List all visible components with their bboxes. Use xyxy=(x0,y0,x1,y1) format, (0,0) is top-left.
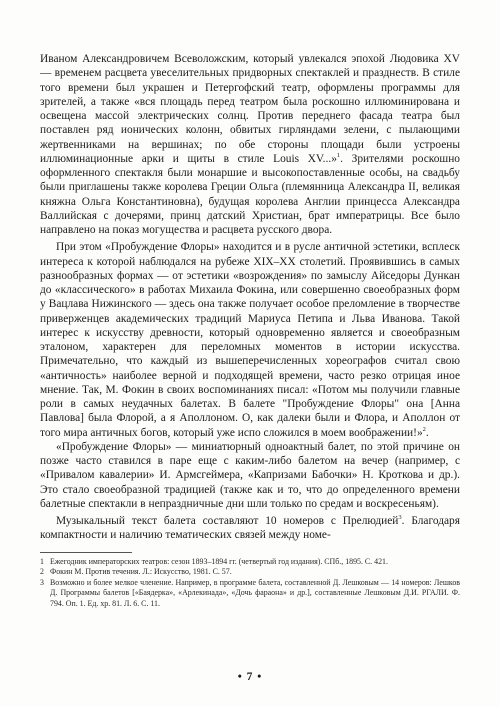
footnote-number: 2 xyxy=(40,567,44,577)
footnote-number: 3 xyxy=(40,577,44,587)
paragraph-4-text: Музыкальный текст балета составляют 10 номеров с Прелюдией xyxy=(56,515,399,527)
paragraph-2-tail: . xyxy=(425,426,429,439)
footnote-text: Ежегодник императорских театров: сезон 1893–1894 гг. (четвертый год издания). СПб., 1895. С. 421. xyxy=(50,556,388,566)
paragraph-4 xyxy=(40,514,460,543)
paragraph-3-text: «Пробуждение Флоры» — миниатюрный одноактный балет, по этой причине он позже часто ставился в паре еще с каким-либо балетом на вечер (например, с «Привалом кавалерии» И. Армсгеймера, «Капризами Бабочки» Н. Кроткова и др.). Это стало своеобразной традицией (также как и то, что до определенного времени балетные спектакли в непраздничные дни шли только по средам и воскресеньям). xyxy=(40,440,460,510)
paragraph-2 xyxy=(40,240,460,440)
footnote-2 xyxy=(40,567,460,578)
footnote-ref-2: 2 xyxy=(422,425,426,433)
footnote-number: 1 xyxy=(40,556,44,566)
page-number: • 7 • xyxy=(237,671,263,683)
footnote-text: Возможно и более мелкое членение. Например, в программе балета, составленной Д. Лешковым — 14 номеров: Лешков Д. Программы балетов [«Баядерка», «Арлекинада», «Дочь фараона» и др.], составленные Лешковым Д.И. РГАЛИ. Ф. 794. Оп. 1. Ед. хр. 81. Л. 6. С. 11. xyxy=(50,577,460,608)
paragraph-3 xyxy=(40,440,460,511)
paragraph-1-text: Иваном Александровичем Всеволожским, который увлекался эпохой Людовика XV — временем расцвета увеселительных придворных спектаклей и празднеств. В стиле того времени был украшен и Петергофский театр, оформлены программы для зрителей, а также «вся площадь перед театром была роскошно иллюминирована и освещена массой электрических солнц. Против переднего фасада театра был поставлен ряд ионических колонн, обвитых гирляндами зелени, с пылающими жертвенниками на вершинах; по обе стороны площади были устроены иллюминационные арки и щиты в стиле Louis XV...» xyxy=(40,53,460,165)
footnote-1 xyxy=(40,557,460,568)
paragraph-4-tail: . Благодаря компактности и наличию тематических связей между номе- xyxy=(40,515,460,542)
paragraph-1-tail: . Зрителями роскошно оформленного спектакля были монаршие и высокопоставленные особы, на свадьбу были приглашены также королева Греции Ольга (племянница Александра II, великая княжна Ольга Константиновна), будущая королева Англии принцесса Александра Валлийская с дочерями, принц датский Христиан, брат императрицы. Все было направлено на показ могущества и расцвета русского двора. xyxy=(40,152,460,236)
main-text xyxy=(40,52,460,543)
footnote-ref-3: 3 xyxy=(398,514,402,522)
footnote-ref-1: 1 xyxy=(336,151,341,159)
footnotes xyxy=(40,557,460,610)
footnote-text: Фокин М. Против течения. Л.: Искусство, 1981. С. 57. xyxy=(50,567,232,577)
footnote-divider xyxy=(40,552,132,553)
paragraph-2-text: При этом «Пробуждение Флоры» находится и в русле античной эстетики, всплеск интереса к которой наблюдался на рубеже XIX–XX столетий. Проявившись в самых разнообразных формах — от эстетики «возрождения» по замыслу Айседоры Дункан до «классического» в работах Михаила Фокина, или совершенно своеобразных форм у Вацлава Нижинского — здесь она также получает особое преломление в творчестве приверженцев академических традиций Мариуса Петипа и Льва Иванова. Такой интерес к искусству древности, который одновременно является и своеобразным эталоном, характерен для переломных моментов в истории искусства. Примечательно, что каждый из вышеперечисленных хореографов считал свою «античность» наиболее верной и подходящей времени, часто резко отрицая иное мнение. Так, М. Фокин в своих воспоминаниях писал: «Потом мы получили главные роли в самых неудачных балетах. В балете "Пробуждение Флоры" она [Анна Павлова] была Флорой, а я Аполлоном. О, как далеки были и Флора, и Аполлон от того мира античных богов, который уже испо сложился в моем воображении!» xyxy=(40,241,460,439)
footnote-3 xyxy=(40,578,460,610)
paragraph-1 xyxy=(40,52,460,237)
